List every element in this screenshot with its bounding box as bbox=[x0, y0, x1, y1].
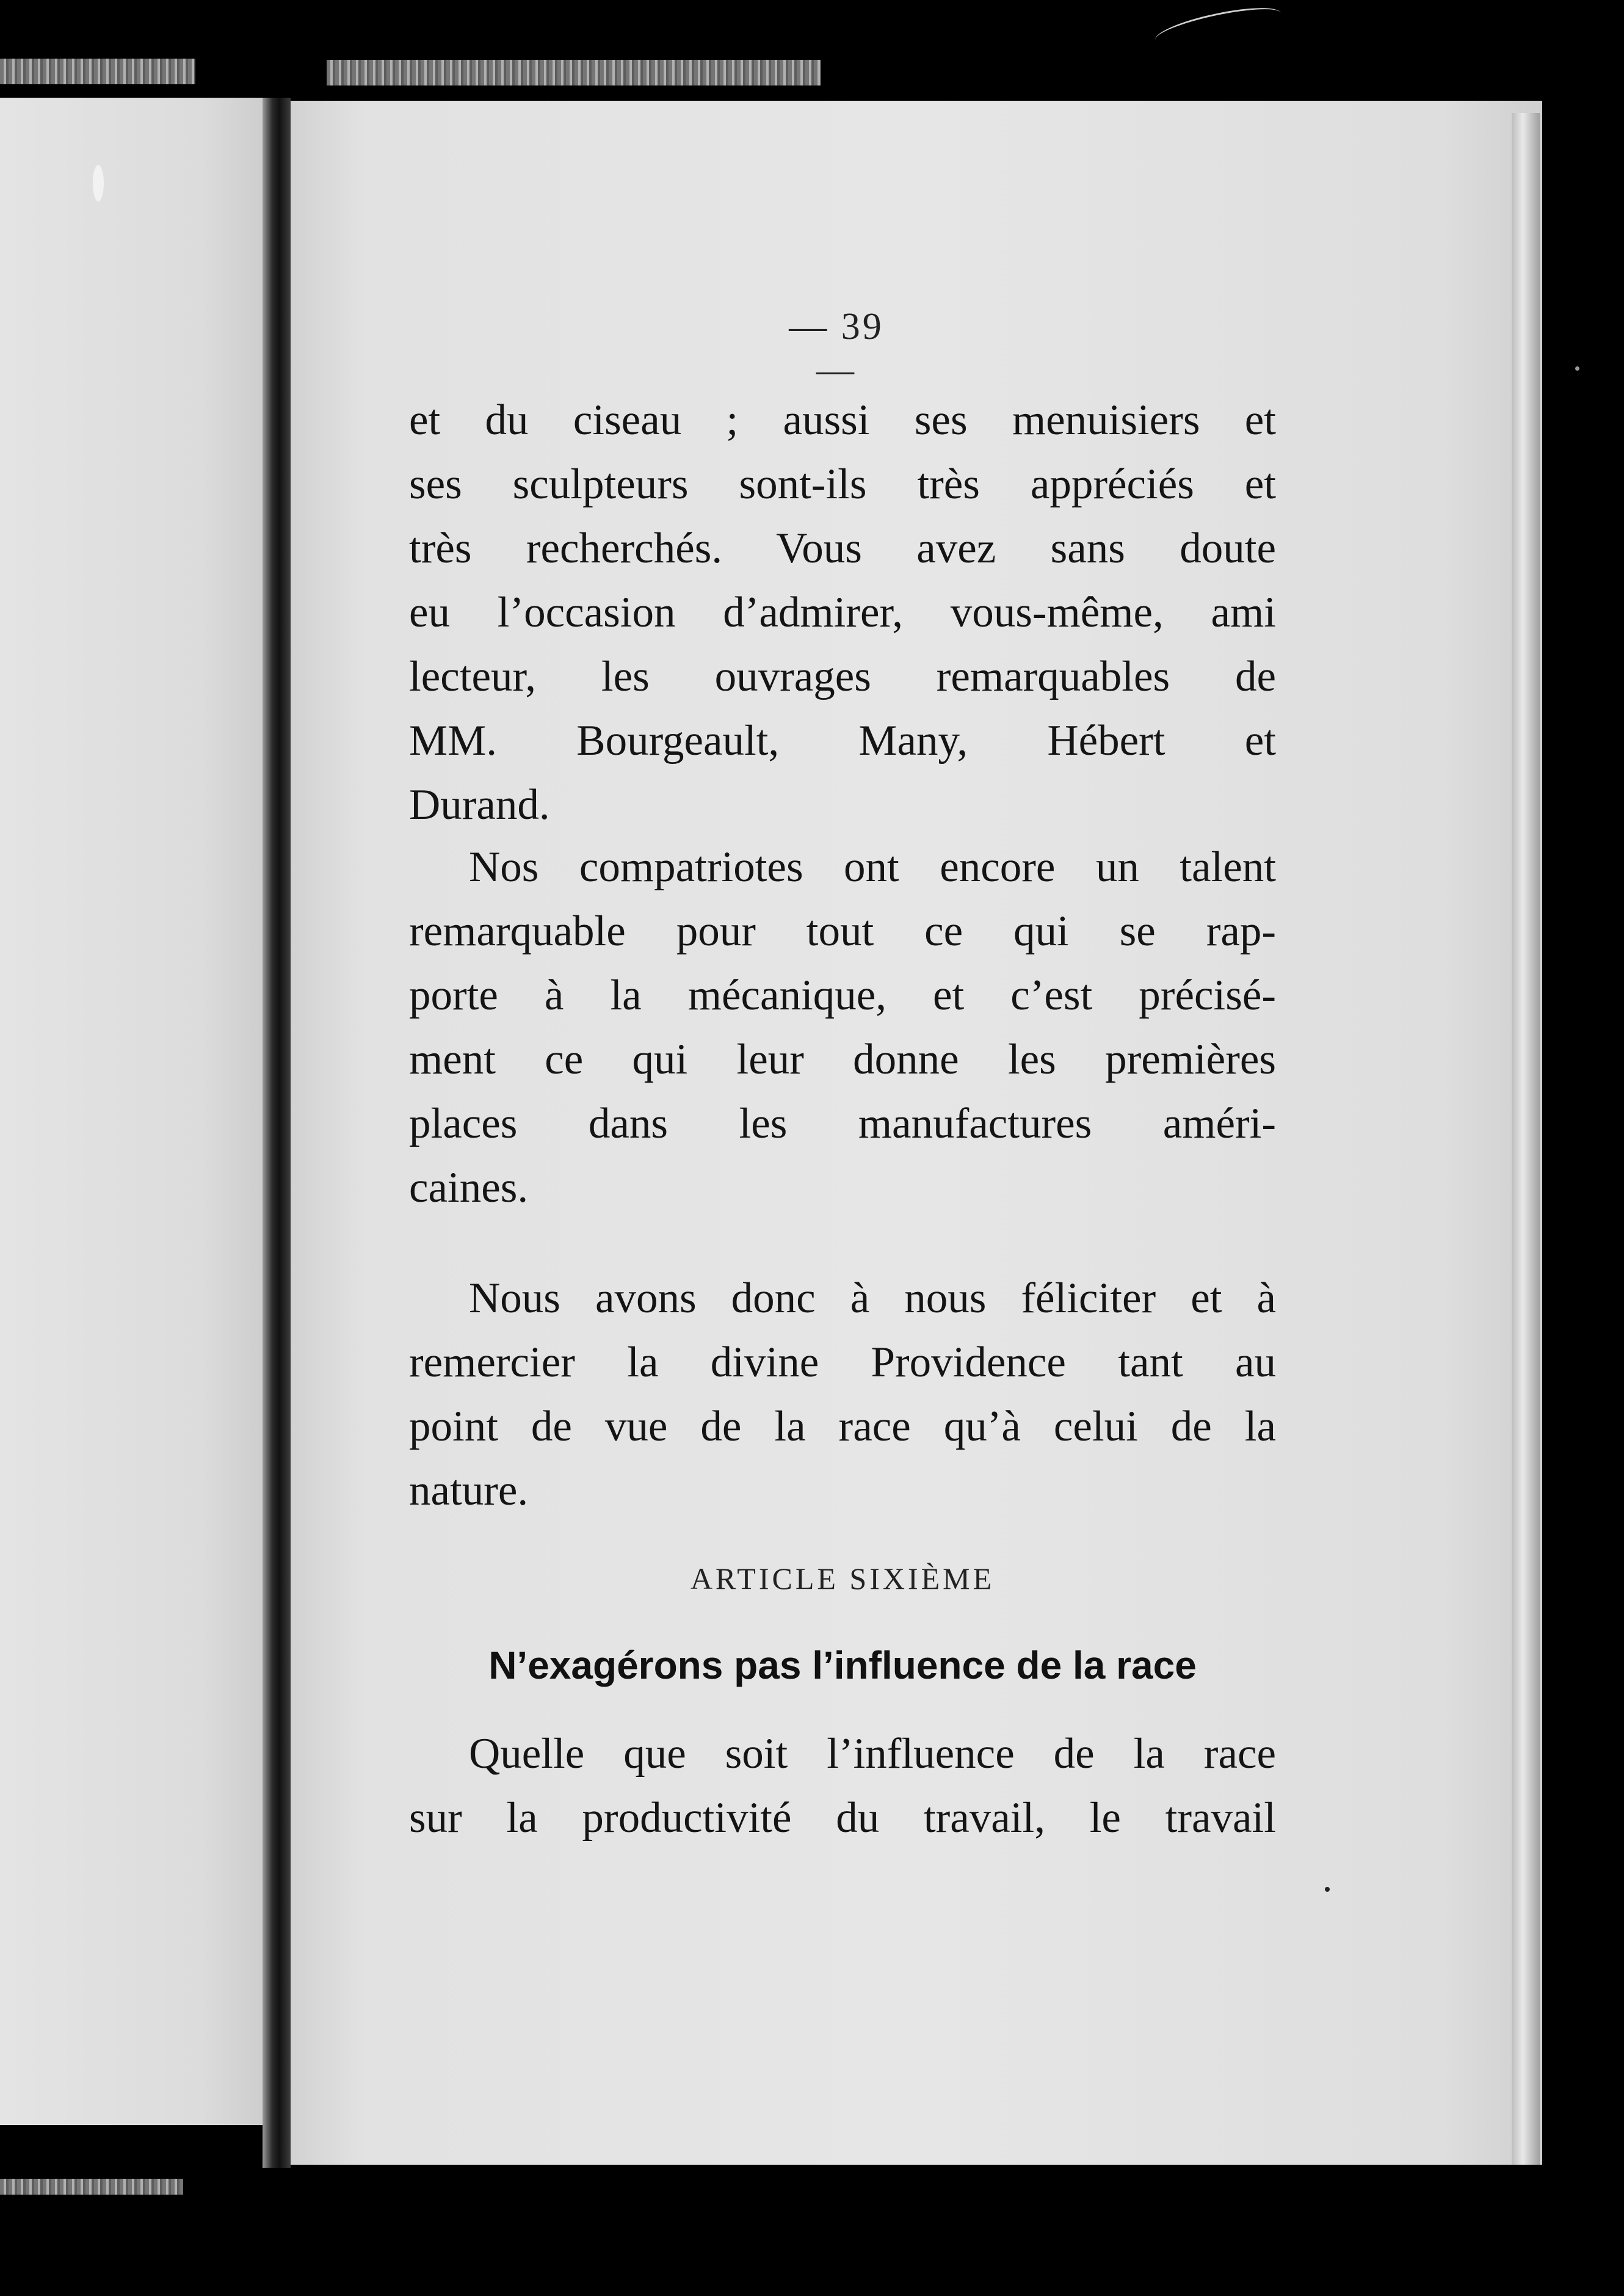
text-line: sur la productivité du travail, le travail bbox=[409, 1794, 1276, 1842]
page-edge bbox=[1512, 113, 1540, 2165]
text-line: remercier la divine Providence tant au bbox=[409, 1339, 1276, 1386]
text-line: Nous avons donc à nous féliciter et à bbox=[469, 1274, 1276, 1322]
previous-page bbox=[0, 98, 287, 2125]
text-line: eu l’occasion d’admirer, vous-même, ami bbox=[409, 589, 1276, 636]
text-line: Quelle que soit l’influence de la race bbox=[469, 1730, 1276, 1778]
text-line: très recherchés. Vous avez sans doute bbox=[409, 525, 1276, 572]
text-line: Durand. bbox=[409, 781, 550, 829]
text-line: places dans les manufactures améri- bbox=[409, 1100, 1276, 1147]
page-number: — 39 — bbox=[789, 306, 884, 391]
paragraph-2 bbox=[409, 835, 1276, 1220]
text-line: nature. bbox=[409, 1467, 529, 1514]
text-line: caines. bbox=[409, 1164, 529, 1212]
text-line: porte à la mécanique, et c’est précisé- bbox=[409, 972, 1276, 1019]
article-title: N’exagérons pas l’influence de la race bbox=[488, 1643, 1197, 1687]
paragraph-3 bbox=[409, 1266, 1276, 1523]
scan-speck bbox=[93, 165, 104, 202]
article-label: ARTICLE SIXIÈME bbox=[690, 1561, 995, 1596]
text-line: MM. Bourgeault, Many, Hébert et bbox=[409, 717, 1276, 765]
text-line: ses sculpteurs sont-ils très appréciés et bbox=[409, 460, 1276, 508]
film-strip-bottom bbox=[0, 2179, 183, 2195]
paragraph-4 bbox=[409, 1722, 1276, 1850]
text-line: Nos compatriotes ont encore un talent bbox=[469, 843, 1276, 891]
scan-speck bbox=[1325, 1887, 1330, 1892]
film-strip-top-left bbox=[0, 59, 195, 84]
book-gutter bbox=[263, 98, 291, 2168]
paragraph-1 bbox=[409, 388, 1276, 837]
text-line: lecteur, les ouvrages remarquables de bbox=[409, 653, 1276, 700]
film-strip-top-right bbox=[327, 60, 821, 85]
film-scratch bbox=[1153, 1, 1283, 53]
text-line: et du ciseau ; aussi ses menuisiers et bbox=[409, 396, 1276, 444]
text-line: ment ce qui leur donne les premières bbox=[409, 1036, 1276, 1083]
text-line: remarquable pour tout ce qui se rap- bbox=[409, 907, 1276, 955]
text-line: point de vue de la race qu’à celui de la bbox=[409, 1403, 1276, 1450]
scan-speck bbox=[1575, 366, 1579, 371]
